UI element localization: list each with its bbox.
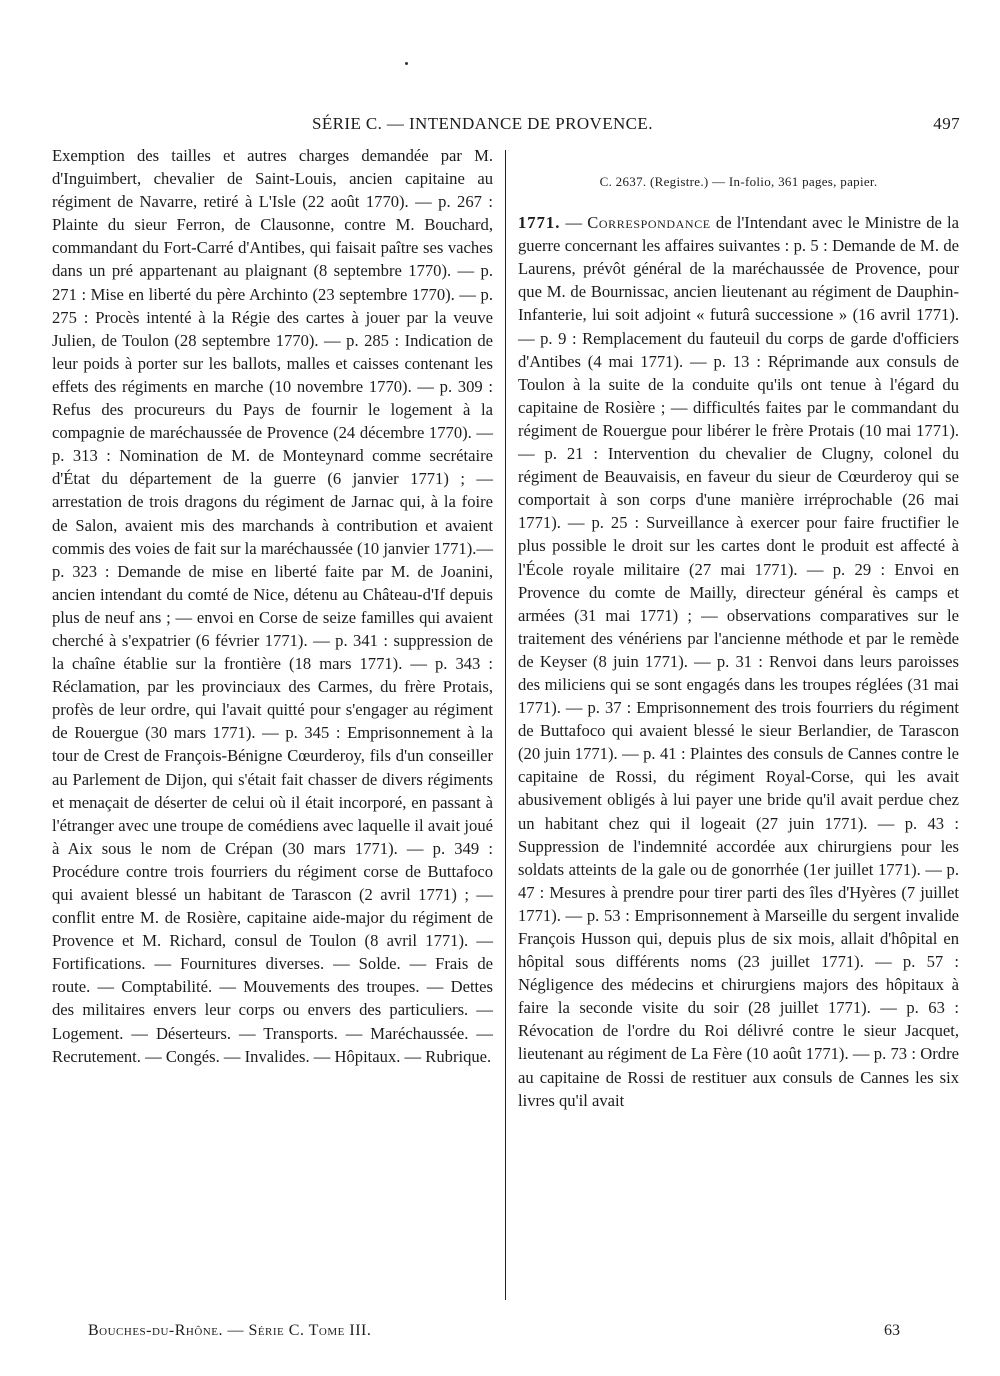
right-column xyxy=(518,144,959,1112)
page-number: 497 xyxy=(933,114,960,133)
page-footer xyxy=(88,1322,900,1344)
series-title: SÉRIE C. — INTENDANCE DE PROVENCE. xyxy=(312,114,653,133)
footer-sheet-number: 63 xyxy=(884,1322,900,1339)
column-divider xyxy=(505,150,506,1300)
right-column-entry: 1771. — Correspondance de l'Intendant avec le Ministre de la guerre concernant les affaires suivantes : p. 5 : Demande de M. de Laurens, prévôt général de la maréchaussée de Provence, pour que M. de Bournissac, ancien lieutenant au régiment de Dauphin-Infanterie, lui soit adjoint « futurâ successione » (16 avril 1771). — p. 9 : Remplacement du fauteuil du corps de garde d'officiers d'Antibes (4 mai 1771). — p. 13 : Réprimande aux consuls de Toulon à la suite de la conduite qu'ils ont tenue à l'égard du capitaine de Rosière ; — difficultés faites par le commandant du régiment de Rouergue pour libérer le frère Protais (10 mai 1771). — p. 21 : Intervention du chevalier de Clugny, colonel du régiment de Beauvaisis, en faveur du sieur de Cœurderoy qui se comportait à son corps d'une manière irréprochable (26 mai 1771). — p. 25 : Surveillance à exercer pour faire fructifier le plus possible le droit sur les cartes dont le produit est affecté à l'École royale militaire (27 mai 1771). — p. 29 : Envoi en Provence du comte de Mailly, directeur général ès camps et armées (31 mai 1771) ; — observations comparatives sur le traitement des vénériens par l'ancienne méthode et par le remède de Keyser (8 juin 1771). — p. 31 : Renvoi dans leurs paroisses des miliciens qui se sont engagés dans les troupes réglées (31 mai 1771). — p. 37 : Emprisonnement des trois fourriers du régiment de Buttafoco qui avaient blessé le sieur Berlandier, de Tarascon (20 juin 1771). — p. 41 : Plaintes des consuls de Cannes contre le capitaine de Rossi, du régiment Royal-Corse, qui les avait abusivement obligés à lui payer une bride qu'il avait perdue chez un habitant chez qui il logeait (27 juin 1771). — p. 43 : Suppression de l'indemnité accordée aux chirurgiens pour les soldats atteints de la gale ou de gonorrhée (1er juillet 1771). — p. 47 : Mesures à prendre pour tirer parti des îles d'Hyères (7 juillet 1771). — p. 53 : Emprisonnement à Marseille du sergent invalide François Husson qui, depuis plus de six mois, allait d'hôpital en hôpital sous différents noms (23 juillet 1771). — p. 57 : Négligence des médecins et chirurgiens majors des hôpitaux à faire la seconde visite du soir (28 juillet 1771). — p. 63 : Révocation de l'ordre du Roi délivré contre le sieur Jacquet, lieutenant au régiment de La Fère (10 août 1771). — p. 73 : Ordre au capitaine de Rossi de restituer aux consuls de Cannes les six livres qu'il avait xyxy=(518,213,959,1110)
entry-year: 1771. xyxy=(518,213,561,233)
ink-speck xyxy=(405,62,408,65)
left-column xyxy=(52,144,493,1068)
left-column-text: Exemption des tailles et autres charges demandée par M. d'Inguimbert, chevalier de Saint-Louis, ancien capitaine au régiment de Navarre, retiré à L'Isle (22 août 1770). — p. 267 : Plainte du sieur Ferron, de Clausonne, contre M. Bouchard, commandant du Fort-Carré d'Antibes, qui faisait paître ses vaches dans un pré appartenant au plaignant (8 septembre 1770). — p. 271 : Mise en liberté du père Archinto (23 septembre 1770). — p. 275 : Procès intenté à la Régie des cartes à jouer par la veuve Julien, de Toulon (28 septembre 1770). — p. 285 : Indication de leur poids à porter sur les ballots, malles et caisses contenant les effets des régiments en marche (10 novembre 1770). — p. 309 : Refus des procureurs du Pays de fournir le logement à la compagnie de maréchaussée de Provence (24 décembre 1770). — p. 313 : Nomination de M. de Monteynard comme secrétaire d'État du département de la guerre (6 janvier 1771) ; — arrestation de trois dragons du régiment de Jarnac qui, à la foire de Salon, avaient mis des marchands à contribution et avaient commis des voies de fait sur la maréchaussée (10 janvier 1771).— p. 323 : Demande de mise en liberté faite par M. de Joanini, ancien intendant du comté de Nice, détenu au Château-d'If depuis plus de neuf ans ; — envoi en Corse de seize familles qui avaient cherché à s'expatrier (6 février 1771). — p. 341 : suppression de la chaîne établie sur la frontière (18 mars 1771). — p. 343 : Réclamation, par les provinciaux des Carmes, du frère Protais, profès de leur ordre, qui l'avait quitté pour s'engager au régiment de Rouergue (30 mars 1771). — p. 345 : Emprisonnement à la tour de Crest de François-Bénigne Cœurderoy, fils d'un conseiller au Parlement de Dijon, qui s'était fait chasser de divers régiments et menaçait de déserter de celui où il était incorporé, en passant à l'étranger avec une troupe de comédiens avec laquelle il avait joué à Aix sous le nom de Crépan (30 mars 1771). — p. 349 : Procédure contre trois fourriers du régiment corse de Buttafoco qui avaient blessé un habitant de Tarascon (2 avril 1771) ; — conflit entre M. de Rosière, capitaine aide-major du régiment de Provence et M. Richard, consul de Toulon (8 avril 1771). — Fortifications. — Fournitures diverses. — Solde. — Frais de route. — Comptabilité. — Mouvements des troupes. — Dettes des militaires envers leur corps ou envers des particuliers. — Logement. — Déserteurs. — Transports. — Maréchaussée. — Recrutement. — Congés. — Invalides. — Hôpitaux. — Rubrique. xyxy=(52,146,493,1066)
register-line: C. 2637. (Registre.) — In-folio, 361 pages, papier. xyxy=(599,174,878,189)
running-header xyxy=(50,114,960,136)
footer-volume: Bouches-du-Rhône. — Série C. Tome III. xyxy=(88,1322,372,1339)
entry-lead-word: Correspondance xyxy=(587,213,711,233)
right-column-text: de l'Intendant avec le Ministre de la guerre concernant les affaires suivantes : p. 5 : Demande de M. de Laurens, prévôt général de la maréchaussée de Provence, pour que M. de Bournissac, ancien lieutenant au régiment de Dauphin-Infanterie, lui soit adjoint « futurâ successione » (16 avril 1771). — p. 9 : Remplacement du fauteuil du corps de garde d'officiers d'Antibes (4 mai 1771). — p. 13 : Réprimande aux consuls de Toulon à la suite de la conduite qu'ils ont tenue à l'égard du capitaine de Rosière ; — difficultés faites par le commandant du régiment de Rouergue pour libérer le frère Protais (10 mai 1771). — p. 21 : Intervention du chevalier de Clugny, colonel du régiment de Beauvaisis, en faveur du sieur de Cœurderoy qui se comportait à son corps d'une manière irréprochable (26 mai 1771). — p. 25 : Surveillance à exercer pour faire fructifier le plus possible le droit sur les cartes dont le produit est affecté à l'École royale militaire (27 mai 1771). — p. 29 : Envoi en Provence du comte de Mailly, directeur général ès camps et armées (31 mai 1771) ; — observations comparatives sur le traitement des vénériens par l'ancienne méthode et par le remède de Keyser (8 juin 1771). — p. 31 : Renvoi dans leurs paroisses des miliciens qui se sont engagés dans les troupes réglées (31 mai 1771). — p. 37 : Emprisonnement des trois fourriers du régiment de Buttafoco qui avaient blessé le sieur Berlandier, de Tarascon (20 juin 1771). — p. 41 : Plaintes des consuls de Cannes contre le capitaine de Rossi, du régiment Royal-Corse, qui les avait abusivement obligés à lui payer une bride qu'il avait perdue chez un habitant chez qui il logeait (27 juin 1771). — p. 43 : Suppression de l'indemnité accordée aux chirurgiens pour les soldats atteints de la gale ou de gonorrhée (1er juillet 1771). — p. 47 : Mesures à prendre pour tirer parti des îles d'Hyères (7 juillet 1771). — p. 53 : Emprisonnement à Marseille du sergent invalide François Husson qui, depuis plus de six mois, allait d'hôpital en hôpital sous différents noms (23 juillet 1771). — p. 57 : Négligence des médecins et chirurgiens majors des hôpitaux à faire la seconde visite du soir (28 juillet 1771). — p. 63 : Révocation de l'ordre du Roi délivré contre le sieur Jacquet, lieutenant au régiment de La Fère (10 août 1771). — p. 73 : Ordre au capitaine de Rossi de restituer aux consuls de Cannes les six livres qu'il avait xyxy=(518,213,959,1110)
